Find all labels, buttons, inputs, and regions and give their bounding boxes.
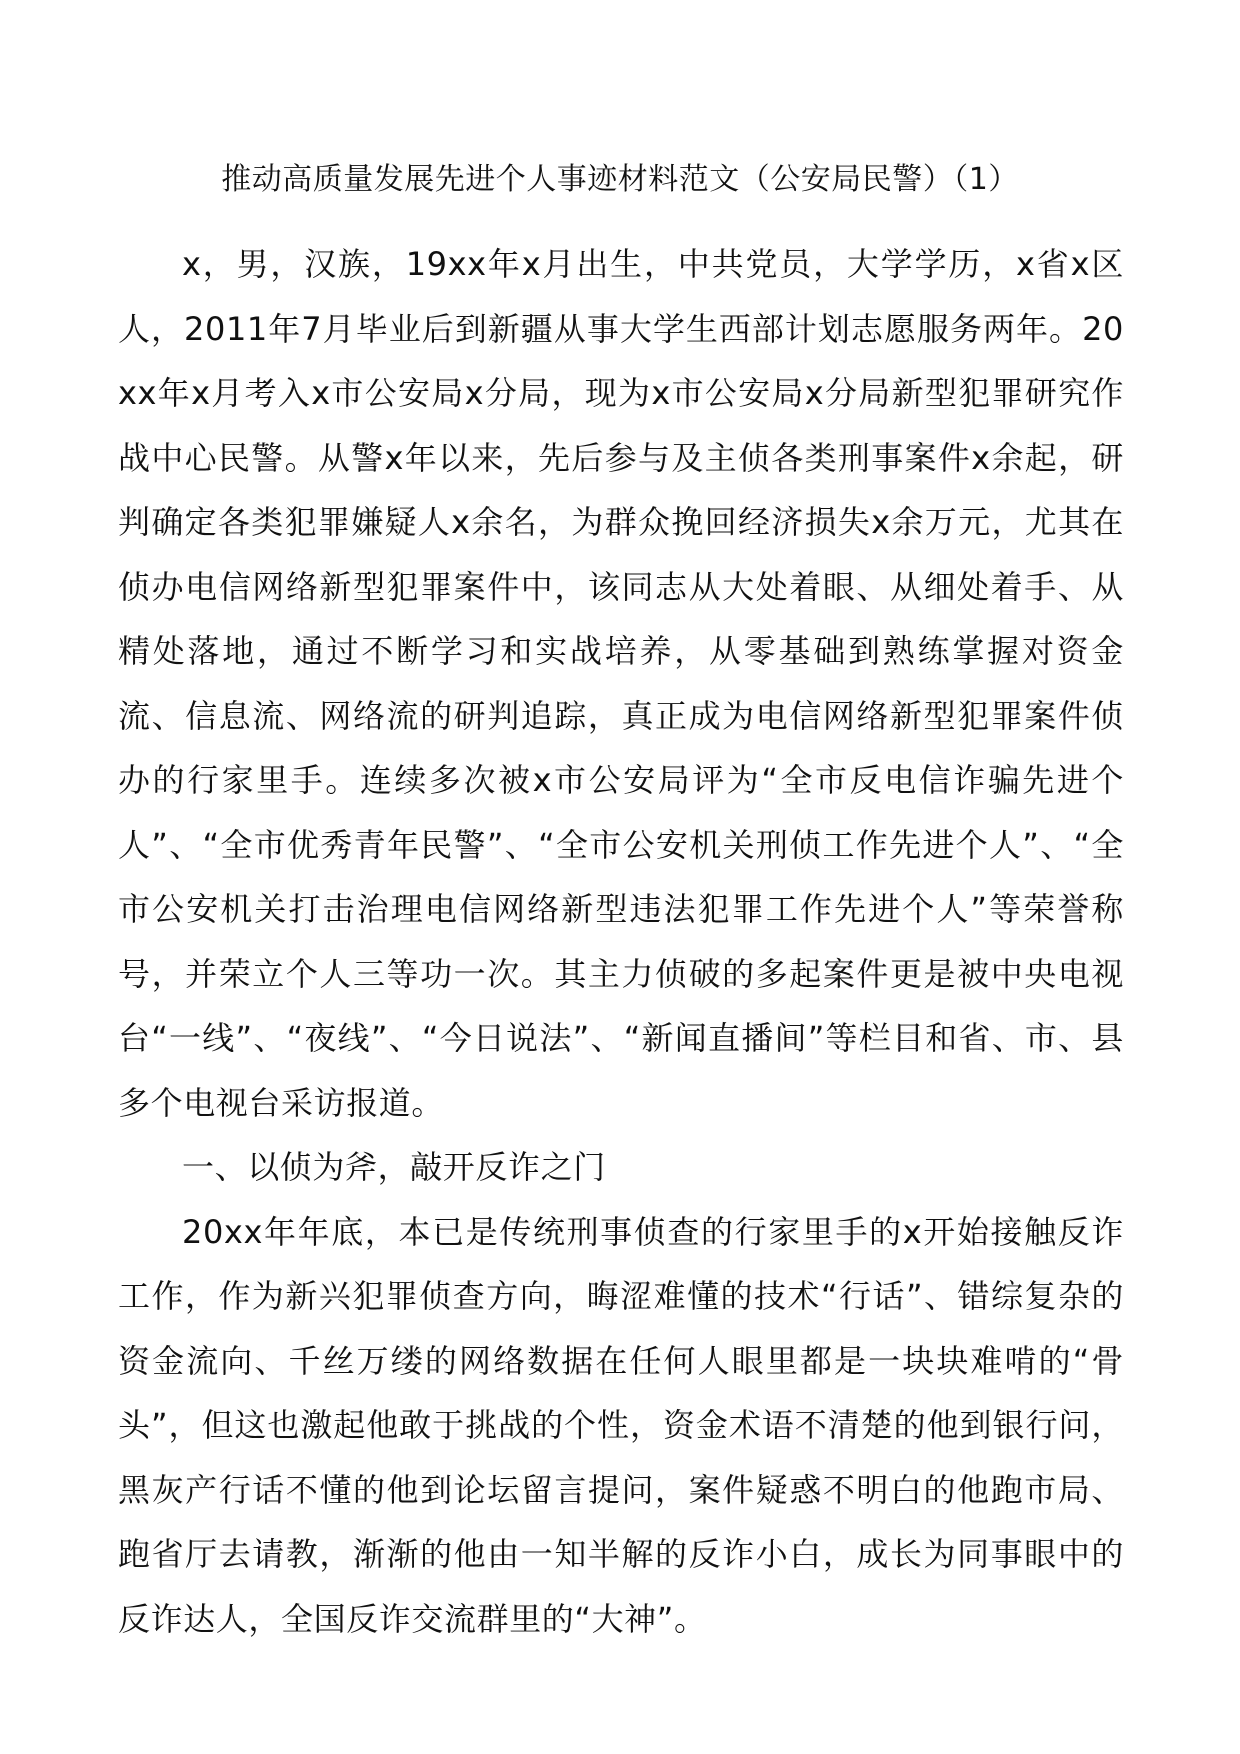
paragraph-profile: x，男，汉族，19xx年x月出生，中共党员，大学学历，x省x区人，2011年7月毕业后到新疆从事大学生西部计划志愿服务两年。20xx年x月考入x市公安局x分局，现为x市公安局x分局新型犯罪研究作战中心民警。从警x年以来，先后参与及主侦各类刑事案件x余起，研判确定各类犯罪嫌疑人x余名，为群众挽回经济损失x余万元，尤其在侦办电信网络新型犯罪案件中，该同志从大处着眼、从细处着手、从精处落地，通过不断学习和实战培养，从零基础到熟练掌握对资金流、信息流、网络流的研判追踪，真正成为电信网络新型犯罪案件侦办的行家里手。连续多次被x市公安局评为“全市反电信诈骗先进个人”、“全市优秀青年民警”、“全市公安机关刑侦工作先进个人”、“全市公安机关打击治理电信网络新型违法犯罪工作先进个人”等荣誉称号，并荣立个人三等功一次。其主力侦破的多起案件更是被中央电视台“一线”、“夜线”、“今日说法”、“新闻直播间”等栏目和省、市、县多个电视台采访报道。 <box>118 245 1124 1122</box>
paragraph-section-1: 20xx年年底，本已是传统刑事侦查的行家里手的x开始接触反诈工作，作为新兴犯罪侦查方向，晦涩难懂的技术“行话”、错综复杂的资金流向、千丝万缕的网络数据在任何人眼里都是一块块难啃的“骨头”，但这也激起他敢于挑战的个性，资金术语不清楚的他到银行问，黑灰产行话不懂的他到论坛留言提问，案件疑惑不明白的他跑市局、跑省厅去请教，渐渐的他由一知半解的反诈小白，成长为同事眼中的反诈达人，全国反诈交流群里的“大神”。 <box>118 1212 1124 1638</box>
document-title: 推动高质量发展先进个人事迹材料范文（公安局民警）（1） <box>221 162 1019 197</box>
section-heading-1: 一、以侦为斧，敲开反诈之门 <box>182 1148 606 1186</box>
document-body <box>118 232 1124 1651</box>
